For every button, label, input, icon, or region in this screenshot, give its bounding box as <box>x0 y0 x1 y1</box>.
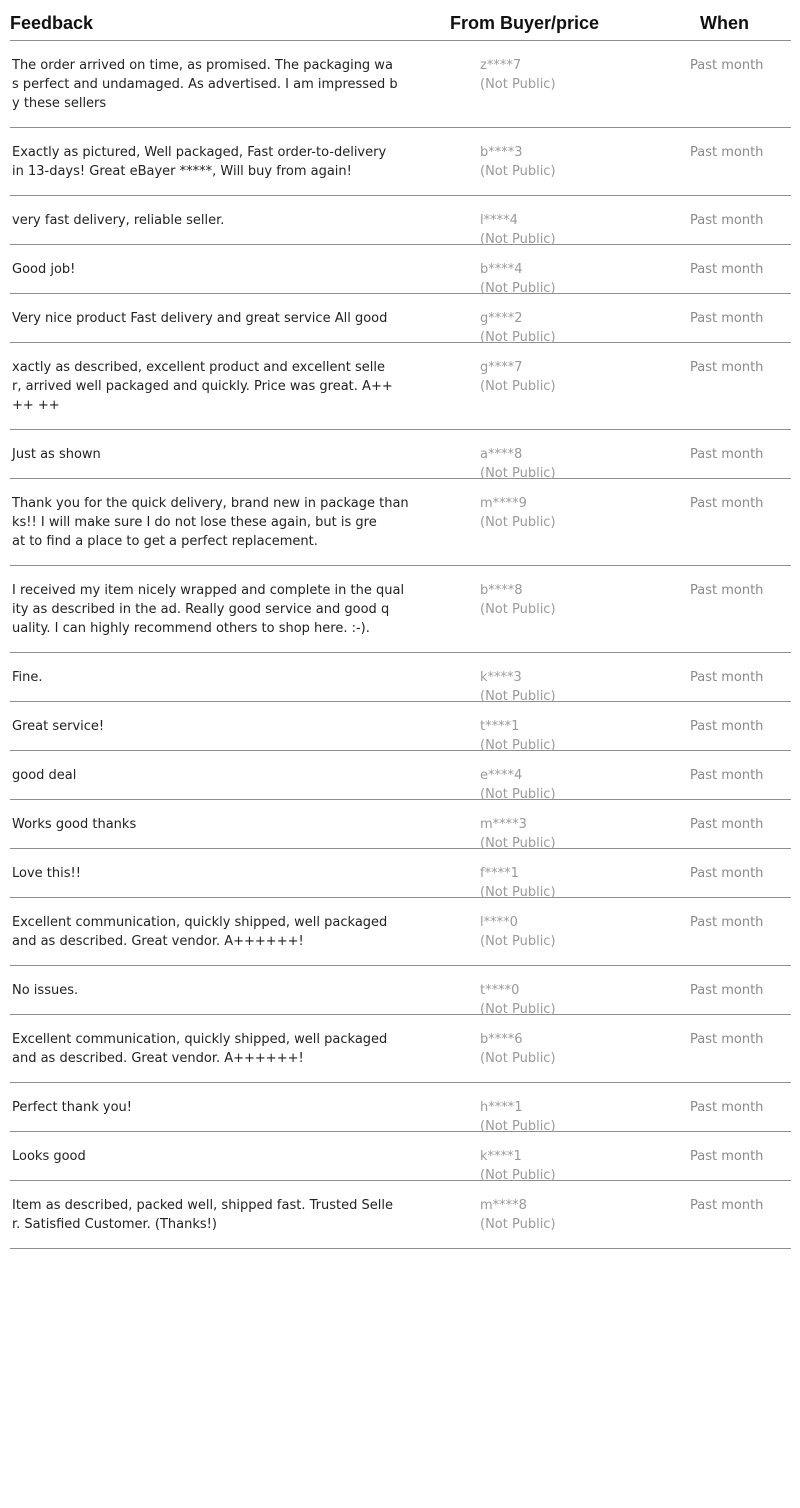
feedback-text: Item as described, packed well, shipped fast. Trusted Selle r. Satisfied Customer. (Thanks!) <box>12 1198 393 1232</box>
when-text: Past month <box>690 1198 764 1213</box>
buyer-cell <box>480 815 556 853</box>
price-visibility: (Not Public) <box>480 738 556 753</box>
when-text: Past month <box>690 58 764 73</box>
buyer-cell <box>480 143 556 181</box>
table-row <box>10 343 791 430</box>
buyer-cell <box>480 668 556 706</box>
buyer-cell <box>480 766 556 804</box>
price-visibility: (Not Public) <box>480 689 556 704</box>
price-visibility: (Not Public) <box>480 164 556 179</box>
table-row <box>10 653 791 702</box>
when-text: Past month <box>690 817 764 832</box>
price-visibility: (Not Public) <box>480 1119 556 1134</box>
price-visibility: (Not Public) <box>480 1002 556 1017</box>
buyer-id: t****1 <box>480 719 520 734</box>
when-text: Past month <box>690 447 764 462</box>
table-row <box>10 128 791 196</box>
table-row <box>10 245 791 294</box>
when-text: Past month <box>690 1100 764 1115</box>
when-text: Past month <box>690 915 764 930</box>
feedback-column-header: Feedback <box>10 13 94 33</box>
when-text: Past month <box>690 983 764 998</box>
feedback-text: Works good thanks <box>12 817 137 832</box>
price-visibility: (Not Public) <box>480 379 556 394</box>
table-row <box>10 566 791 653</box>
when-text: Past month <box>690 360 764 375</box>
buyer-id: m****9 <box>480 496 527 511</box>
buyer-id: e****4 <box>480 768 523 783</box>
feedback-text: I received my item nicely wrapped and complete in the qual ity as described in the ad. Really good service and good q uality. I can highly recommend others to shop here. :-). <box>12 583 405 636</box>
feedback-text: Excellent communication, quickly shipped, well packaged and as described. Great vendor. A++++++! <box>12 1032 388 1066</box>
price-visibility: (Not Public) <box>480 787 556 802</box>
when-text: Past month <box>690 213 764 228</box>
table-row <box>10 196 791 245</box>
feedback-text: Fine. <box>12 670 43 685</box>
price-visibility: (Not Public) <box>480 515 556 530</box>
buyer-id: b****8 <box>480 583 523 598</box>
when-text: Past month <box>690 719 764 734</box>
when-text: Past month <box>690 670 764 685</box>
feedback-text: Perfect thank you! <box>12 1100 132 1115</box>
buyer-id: k****3 <box>480 670 522 685</box>
buyer-id: k****1 <box>480 1149 522 1164</box>
buyer-cell <box>480 56 556 94</box>
feedback-text: No issues. <box>12 983 79 998</box>
table-row <box>10 1181 791 1249</box>
buyer-id: m****3 <box>480 817 527 832</box>
buyer-id: b****4 <box>480 262 523 277</box>
buyer-cell <box>480 211 556 249</box>
table-row <box>10 898 791 966</box>
price-visibility: (Not Public) <box>480 232 556 247</box>
price-visibility: (Not Public) <box>480 466 556 481</box>
when-text: Past month <box>690 1149 764 1164</box>
buyer-id: z****7 <box>480 58 522 73</box>
table-row <box>10 800 791 849</box>
feedback-text: xactly as described, excellent product and excellent selle r, arrived well packaged and quickly. Price was great. A++ ++ ++ <box>12 360 393 413</box>
feedback-text: very fast delivery, reliable seller. <box>12 213 225 228</box>
table-row <box>10 430 791 479</box>
table-row <box>10 702 791 751</box>
buyer-cell <box>480 309 556 347</box>
feedback-text: Excellent communication, quickly shipped, well packaged and as described. Great vendor. A++++++! <box>12 915 388 949</box>
price-visibility: (Not Public) <box>480 602 556 617</box>
buyer-cell <box>480 445 556 483</box>
feedback-text: The order arrived on time, as promised. The packaging wa s perfect and undamaged. As advertised. I am impressed b y these sellers <box>12 58 398 111</box>
when-text: Past month <box>690 583 764 598</box>
price-visibility: (Not Public) <box>480 836 556 851</box>
buyer-id: g****7 <box>480 360 523 375</box>
buyer-column-header: From Buyer/price <box>450 13 600 33</box>
feedback-text: Good job! <box>12 262 76 277</box>
buyer-cell <box>480 1196 556 1234</box>
buyer-id: m****8 <box>480 1198 527 1213</box>
table-row <box>10 849 791 898</box>
price-visibility: (Not Public) <box>480 934 556 949</box>
price-visibility: (Not Public) <box>480 1217 556 1232</box>
feedback-rows <box>10 41 791 1249</box>
buyer-cell <box>480 358 556 396</box>
feedback-text: Great service! <box>12 719 105 734</box>
feedback-text: Thank you for the quick delivery, brand new in package than ks!! I will make sure I do not lose these again, but is gre at to find a place to get a perfect replacement. <box>12 496 409 549</box>
price-visibility: (Not Public) <box>480 330 556 345</box>
price-visibility: (Not Public) <box>480 77 556 92</box>
feedback-text: good deal <box>12 768 77 783</box>
when-text: Past month <box>690 866 764 881</box>
feedback-text: Love this!! <box>12 866 81 881</box>
buyer-id: h****1 <box>480 1100 523 1115</box>
when-column-header: When <box>700 13 749 33</box>
buyer-id: l****4 <box>480 213 518 228</box>
price-visibility: (Not Public) <box>480 1051 556 1066</box>
table-row <box>10 1015 791 1083</box>
feedback-text: Very nice product Fast delivery and great service All good <box>12 311 388 326</box>
price-visibility: (Not Public) <box>480 885 556 900</box>
price-visibility: (Not Public) <box>480 1168 556 1183</box>
buyer-cell <box>480 494 556 532</box>
table-row <box>10 479 791 566</box>
price-visibility: (Not Public) <box>480 281 556 296</box>
feedback-text: Exactly as pictured, Well packaged, Fast order-to-delivery in 13-days! Great eBayer *****, Will buy from again! <box>12 145 387 179</box>
table-row <box>10 1083 791 1132</box>
buyer-id: g****2 <box>480 311 523 326</box>
feedback-text: Looks good <box>12 1149 86 1164</box>
table-row <box>10 41 791 128</box>
buyer-cell <box>480 1098 556 1136</box>
buyer-id: b****3 <box>480 145 523 160</box>
buyer-cell <box>480 1030 556 1068</box>
buyer-cell <box>480 913 556 951</box>
when-text: Past month <box>690 1032 764 1047</box>
table-row <box>10 966 791 1015</box>
when-text: Past month <box>690 496 764 511</box>
buyer-id: a****8 <box>480 447 523 462</box>
buyer-id: t****0 <box>480 983 520 998</box>
buyer-id: l****0 <box>480 915 518 930</box>
table-row <box>10 294 791 343</box>
when-text: Past month <box>690 768 764 783</box>
when-text: Past month <box>690 145 764 160</box>
buyer-id: f****1 <box>480 866 519 881</box>
buyer-cell <box>480 981 556 1019</box>
buyer-cell <box>480 717 556 755</box>
feedback-text: Just as shown <box>12 447 101 462</box>
buyer-cell <box>480 260 556 298</box>
when-text: Past month <box>690 262 764 277</box>
table-row <box>10 1132 791 1181</box>
buyer-id: b****6 <box>480 1032 523 1047</box>
when-text: Past month <box>690 311 764 326</box>
buyer-cell <box>480 1147 556 1185</box>
table-row <box>10 751 791 800</box>
buyer-cell <box>480 581 556 619</box>
buyer-cell <box>480 864 556 902</box>
table-header <box>10 0 791 41</box>
feedback-table <box>10 0 791 1249</box>
